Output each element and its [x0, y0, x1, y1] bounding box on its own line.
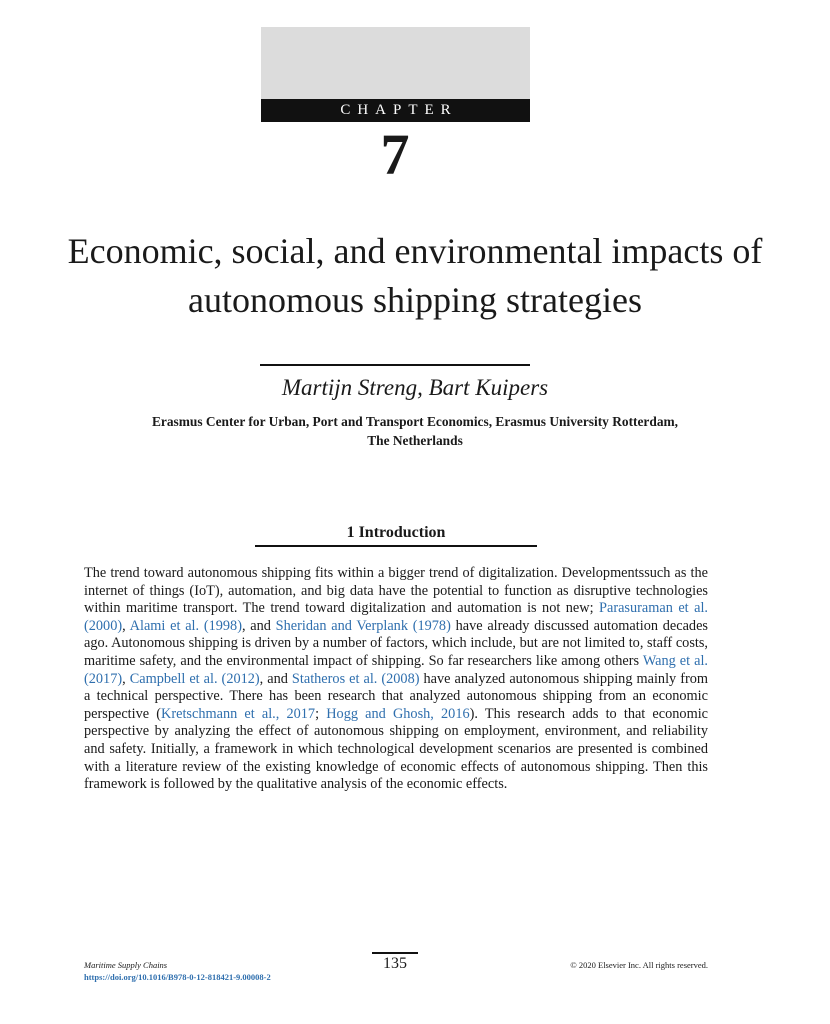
affiliation-line-2: The Netherlands	[367, 433, 463, 448]
citation-link[interactable]: Parasuraman et al. (2000)	[84, 600, 708, 634]
citation-link[interactable]: Hogg and Ghosh, 2016	[326, 705, 470, 722]
authors: Martijn Streng, Bart Kuipers	[281, 375, 549, 400]
citation-link[interactable]: Kretschmann et al., 2017	[161, 705, 316, 722]
footer-copyright: © 2020 Elsevier Inc. All rights reserved.	[570, 960, 708, 970]
affiliation-line-1: Erasmus Center for Urban, Port and Transport Economics, Erasmus University Rotterdam,	[151, 414, 679, 429]
title-divider	[260, 364, 530, 366]
intro-text: , and	[241, 617, 276, 634]
chapter-label: CHAPTER	[261, 99, 530, 122]
page-number: 135	[383, 955, 407, 972]
introduction-paragraph	[84, 565, 708, 794]
citation-link[interactable]: Campbell et al. (2012)	[129, 670, 260, 687]
intro-text: ,	[122, 670, 130, 687]
intro-text: The trend toward autonomous shipping fits within a bigger trend of digitalization. Developmentssuch as the internet of things (IoT), automation, and big data have the potential to function as disruptive technologies within maritime transport. The trend toward digitalization and automation is not new;	[84, 565, 708, 617]
citation-link[interactable]: Wang et al. (2017)	[84, 652, 708, 687]
citation-link[interactable]: Statheros et al. (2008)	[291, 670, 420, 687]
affiliation	[60, 412, 770, 450]
citation-link[interactable]: Alami et al. (1998)	[129, 617, 242, 634]
doi-link[interactable]: https://doi.org/10.1016/B978-0-12-818421-9.00008-2	[84, 972, 271, 982]
intro-text: , and	[259, 670, 292, 687]
intro-text: have already discussed automation decades ago. Autonomous shipping is driven by a number of factors, which include, but are not limited to, staff costs, maritime safety, and the environmental impact of shipping. So far researchers like among others	[84, 617, 708, 669]
intro-text: ;	[315, 705, 327, 722]
intro-text: have analyzed autonomous shipping mainly from a technical perspective. There has been research that analyzed autonomous shipping from an economic perspective (	[84, 670, 708, 722]
section-divider	[255, 545, 537, 547]
footer-book-title: Maritime Supply Chains	[84, 960, 168, 970]
intro-text: ). This research adds to that economic perspective by analyzing the effect of autonomous shipping on employment, environment, and reliability and safety. Initially, a framework in which technological development scenarios are presented is combined with a literature review of the existing knowledge of economic effects of autonomous shipping. Then this framework is followed by the qualitative analysis of the economic effects.	[84, 705, 709, 793]
intro-text: ,	[122, 617, 130, 634]
citation-link[interactable]: Sheridan and Verplank (1978)	[275, 617, 451, 634]
section-heading: 1 Introduction	[346, 524, 446, 541]
chapter-number: 7	[380, 122, 410, 187]
chapter-title: Economic, social, and environmental impacts of autonomous shipping strategies	[67, 231, 763, 320]
